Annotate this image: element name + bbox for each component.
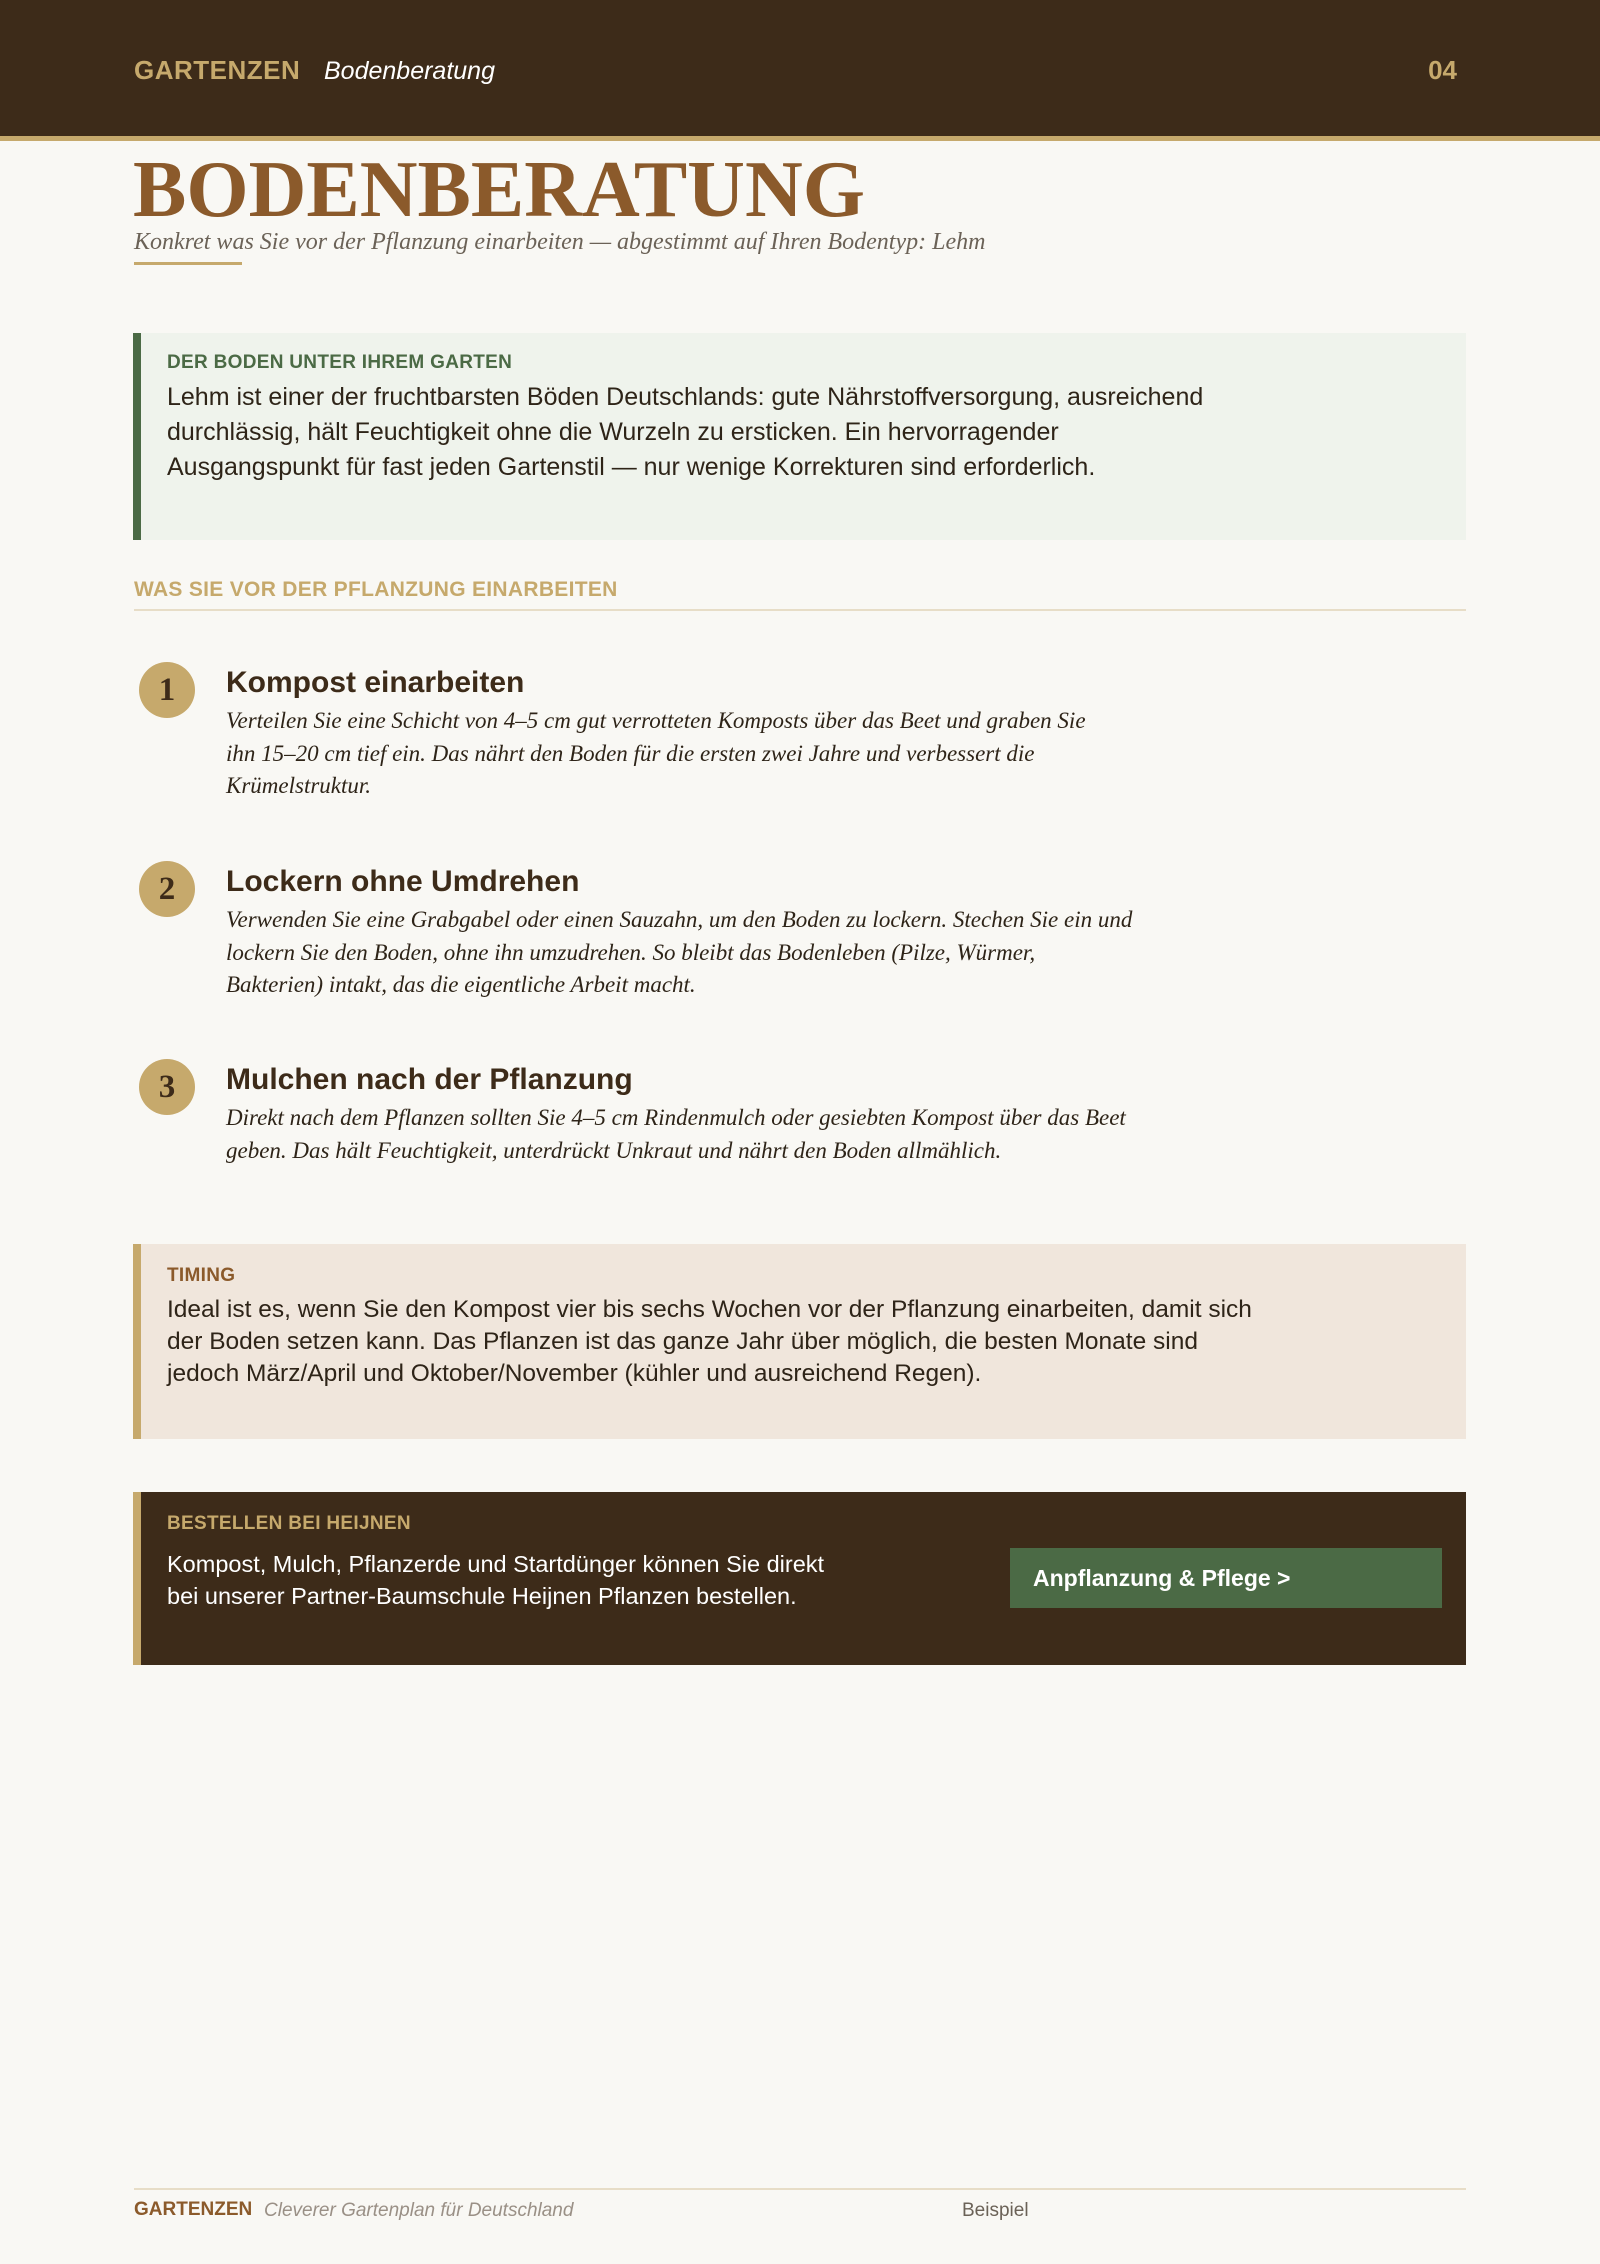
soil-info-box [133,333,1466,540]
step-number-badge: 1 [139,662,195,718]
footer-example-label: Beispiel [962,2200,1029,2221]
page-number: 04 [1428,55,1457,85]
step-line: Verwenden Sie eine Grabgabel oder einen Sauzahn, um den Boden zu lockern. Stechen Sie ein und [226,907,1133,932]
page-title: BODENBERATUNG [133,146,865,234]
order-box [133,1492,1466,1665]
footer-brand: GARTENZEN [134,2199,253,2220]
step-line: Verteilen Sie eine Schicht von 4–5 cm gut verrotteten Komposts über das Beet und graben Sie [226,708,1086,733]
header-section: Bodenberatung [324,57,495,85]
planting-care-button[interactable]: Anpflanzung & Pflege > [1010,1548,1442,1608]
step-title: Mulchen nach der Pflanzung [226,1063,633,1096]
page-subtitle: Konkret was Sie vor der Pflanzung einarbeiten — abgestimmt auf Ihren Bodentyp: Lehm [134,229,986,255]
soil-box-line: Lehm ist einer der fruchtbarsten Böden Deutschlands: gute Nährstoffversorgung, ausreichend [167,383,1204,411]
order-line: bei unserer Partner-Baumschule Heijnen Pflanzen bestellen. [167,1583,797,1609]
step-text [226,1102,1276,1167]
timing-line: jedoch März/April und Oktober/November (kühler und ausreichend Regen). [167,1360,982,1387]
timing-label: TIMING [167,1265,236,1286]
step-title: Lockern ohne Umdrehen [226,865,580,898]
step-number-badge: 3 [139,1059,195,1115]
title-underline [134,262,242,265]
step-text [226,904,1276,1002]
soil-box-line: Ausgangspunkt für fast jeden Gartenstil — nur wenige Korrekturen sind erforderlich. [167,453,1096,481]
timing-text [167,1294,1397,1390]
footer-divider [134,2188,1466,2190]
footer-tagline: Cleverer Gartenplan für Deutschland [264,2200,574,2221]
step-line: Direkt nach dem Pflanzen sollten Sie 4–5 cm Rindenmulch oder gesiebten Kompost über das Beet [226,1105,1126,1130]
order-label: BESTELLEN BEI HEIJNEN [167,1513,411,1534]
soil-box-label: DER BODEN UNTER IHREM GARTEN [167,352,513,373]
order-text [167,1548,927,1612]
timing-line: der Boden setzen kann. Das Pflanzen ist das ganze Jahr über möglich, die besten Monate sind [167,1328,1198,1355]
header-brand: GARTENZEN [134,55,301,85]
step-text [226,705,1276,803]
step-line: ihn 15–20 cm tief ein. Das nährt den Boden für die ersten zwei Jahre und verbessert die [226,740,1035,766]
step-number-badge: 2 [139,861,195,917]
step-title: Kompost einarbeiten [226,666,525,699]
soil-box-line: durchlässig, hält Feuchtigkeit ohne die Wurzeln zu ersticken. Ein hervorragender [167,418,1059,446]
soil-box-text [167,380,1367,485]
section-heading: WAS SIE VOR DER PFLANZUNG EINARBEITEN [134,578,618,601]
order-line: Kompost, Mulch, Pflanzerde und Startdünger können Sie direkt [167,1551,825,1577]
timing-line: Ideal ist es, wenn Sie den Kompost vier bis sechs Wochen vor der Pflanzung einarbeiten, damit sich [167,1296,1252,1323]
step-line: geben. Das hält Feuchtigkeit, unterdrückt Unkraut und nährt den Boden allmählich. [226,1137,1002,1163]
step-line: lockern Sie den Boden, ohne ihn umzudrehen. So bleibt das Bodenleben (Pilze, Würmer, [226,939,1036,965]
header-bar [0,0,1600,141]
step-line: Krümelstruktur. [226,773,372,798]
timing-box [133,1244,1466,1439]
section-divider [134,609,1466,611]
step-line: Bakterien) intakt, das die eigentliche Arbeit macht. [226,972,696,997]
